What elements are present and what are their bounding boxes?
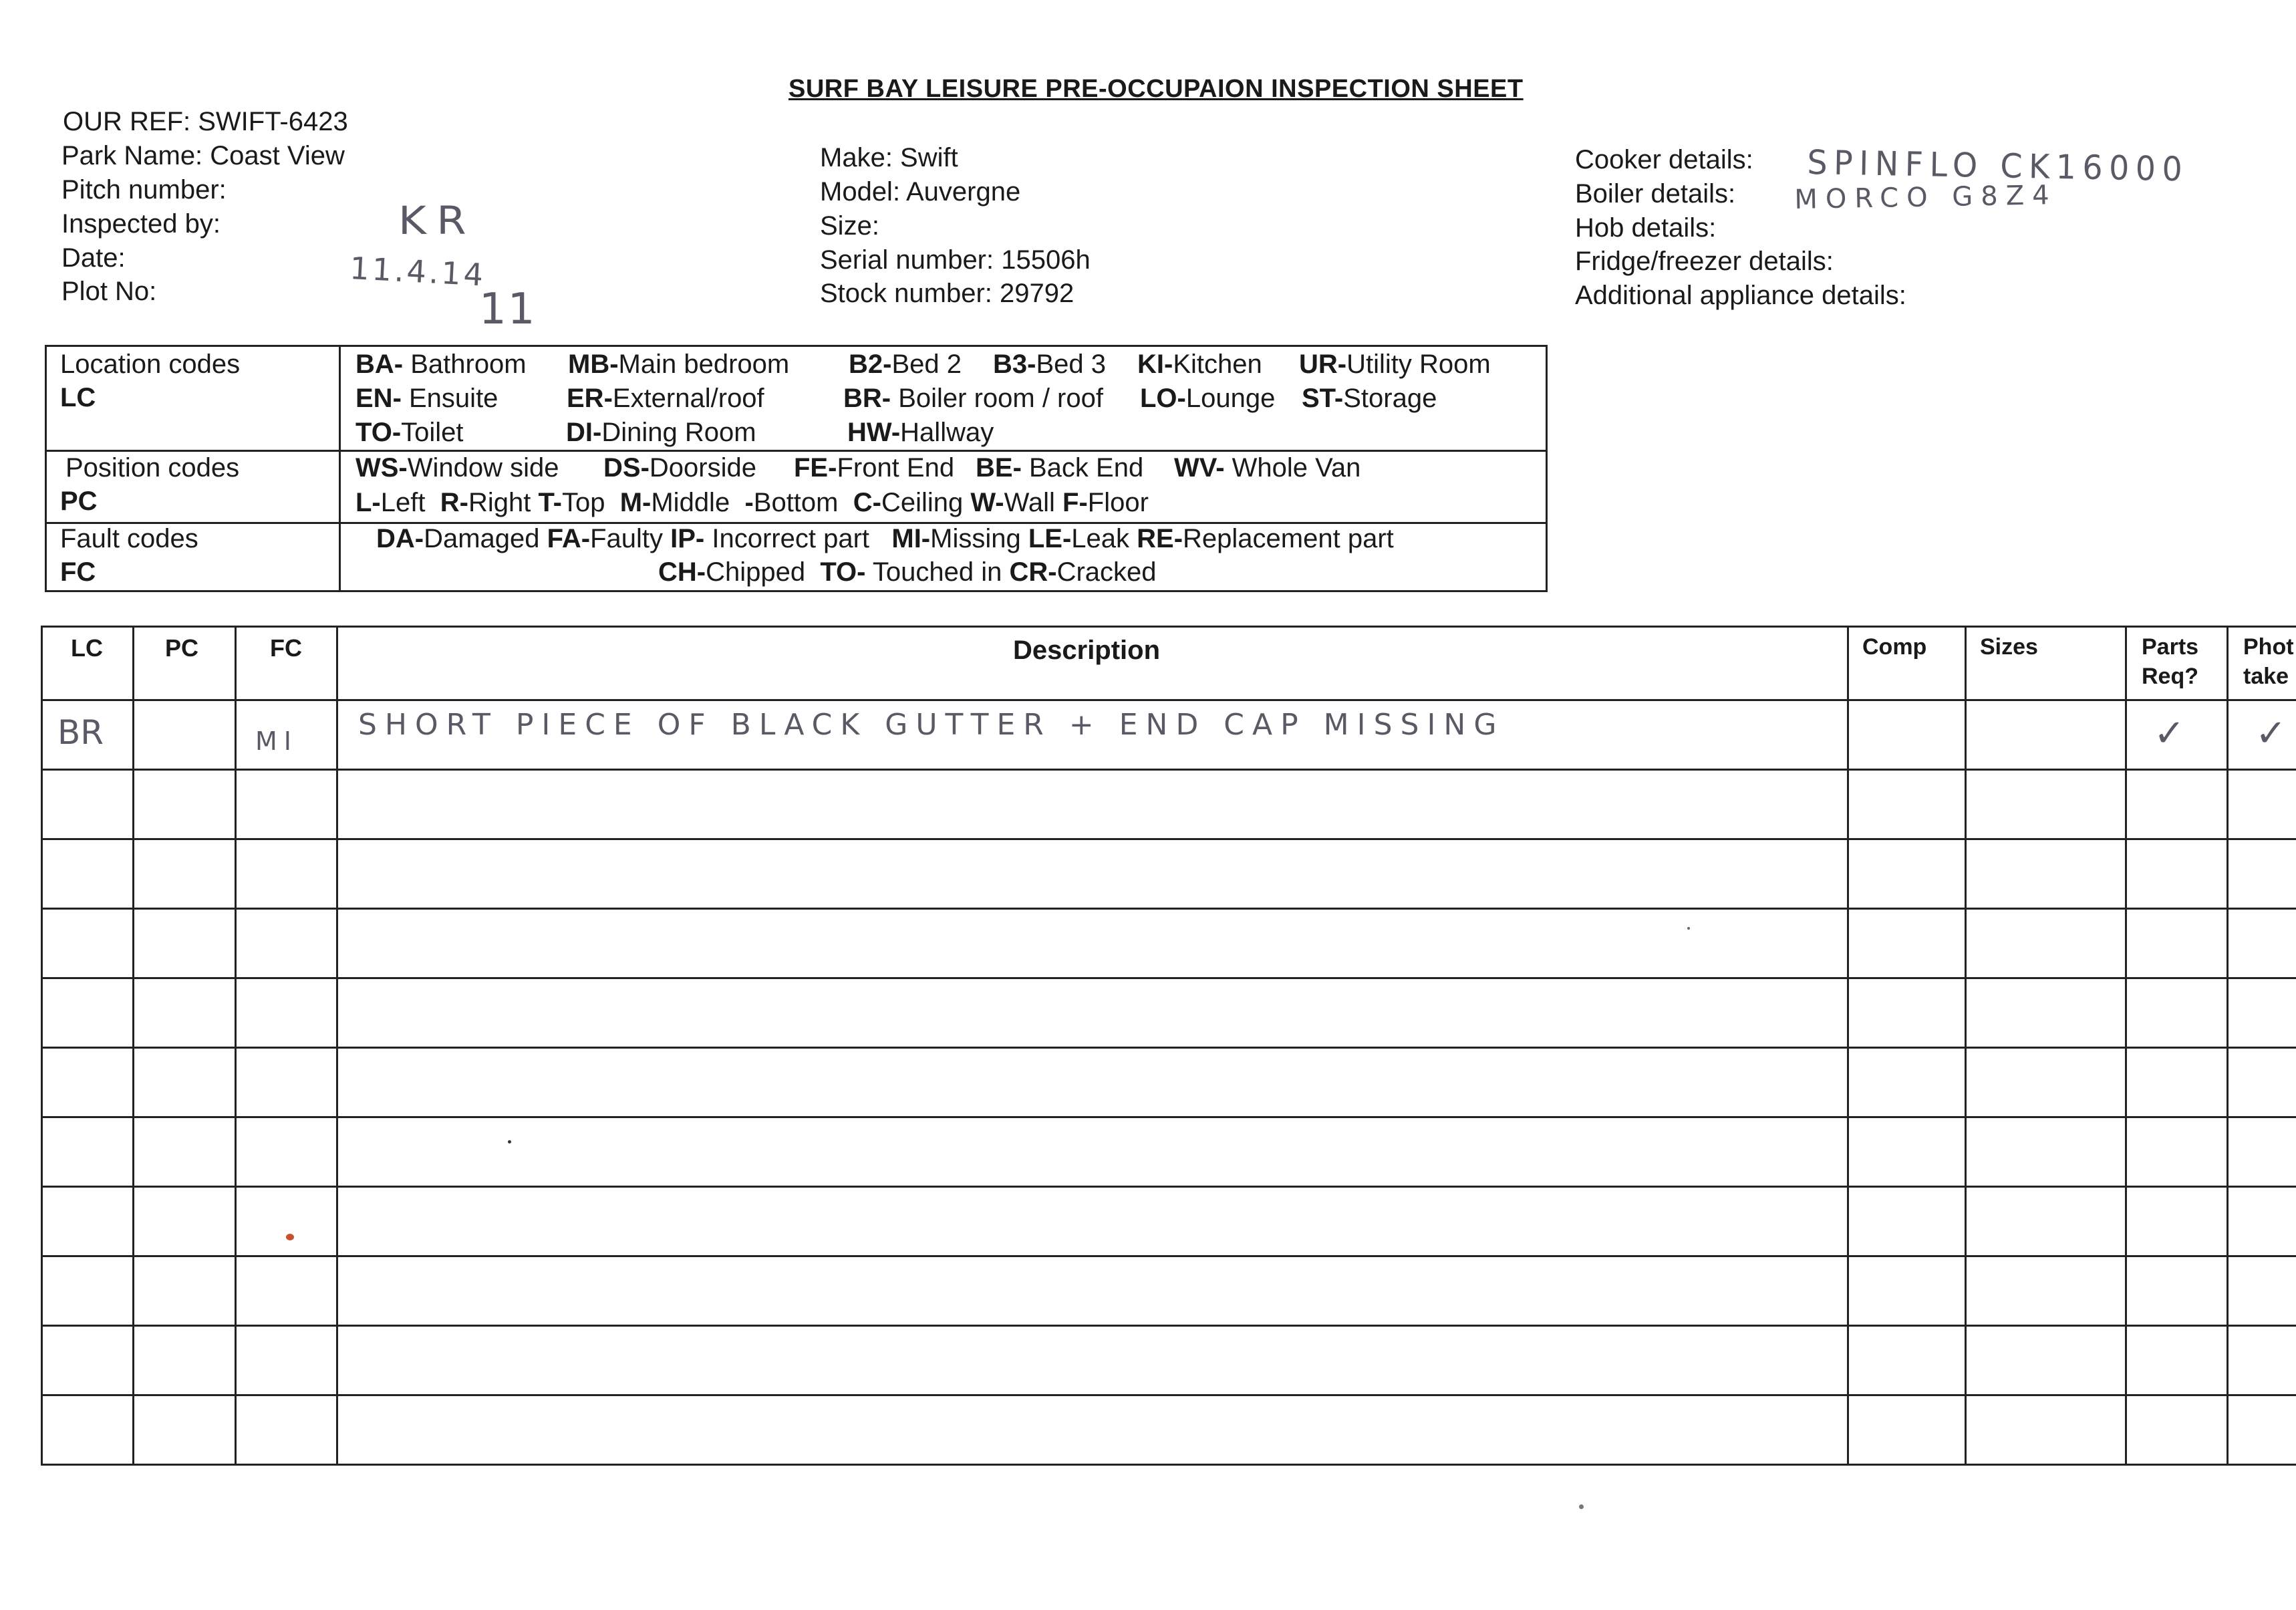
header-lc: LC: [43, 628, 134, 699]
cell-sizes: [1967, 1049, 2127, 1116]
cell-description: [338, 840, 1849, 908]
header-description: Description: [338, 628, 1849, 699]
fridge-details-label: Fridge/freezer details:: [1575, 247, 1834, 276]
cell-lc: [43, 771, 134, 838]
cell-sizes: [1967, 1118, 2127, 1186]
cell-pc: [134, 979, 237, 1047]
scan-speck: [286, 1234, 294, 1240]
inspection-table: [41, 626, 2296, 1466]
code-to: TO-Toilet: [355, 418, 464, 447]
table-row: [43, 979, 2296, 1049]
code-fe: FE-Front End: [794, 453, 955, 483]
cell-photo: [2229, 1396, 2296, 1464]
cell-comp: [1849, 701, 1967, 769]
handwritten-boiler: MORCO G8Z4: [1794, 180, 2057, 215]
cell-description: [338, 701, 1849, 769]
cell-fc: [237, 701, 338, 769]
code-ds: DS-Doorside: [603, 453, 756, 483]
table-row: [43, 1118, 2296, 1188]
table-row: [43, 1327, 2296, 1396]
cell-photo: [2229, 701, 2296, 769]
scan-speck: [1687, 927, 1690, 930]
position-codes-label: Position codes: [65, 453, 240, 483]
cell-fc: [237, 1118, 338, 1186]
position-second-line: L-Left R-Right T-Top M-Middle -Bottom C-Ceiling W-Wall F-Floor: [355, 488, 1149, 517]
cell-parts: [2127, 1118, 2229, 1186]
hob-details-label: Hob details:: [1575, 213, 1717, 243]
code-hw: HW-Hallway: [847, 418, 994, 447]
cell-comp: [1849, 1257, 1967, 1325]
code-be: BE- Back End: [976, 453, 1144, 483]
cooker-details-label: Cooker details:: [1575, 145, 1753, 174]
cell-description: [338, 1327, 1849, 1394]
additional-appliance-label: Additional appliance details:: [1575, 281, 1906, 310]
cell-description: [338, 1118, 1849, 1186]
code-ws: WS-Window side: [355, 453, 559, 483]
table-row: [43, 910, 2296, 979]
table-row: [43, 1257, 2296, 1327]
cell-pc: [134, 1118, 237, 1186]
code-ur: UR-Utility Room: [1299, 350, 1491, 379]
cell-sizes: [1967, 1396, 2127, 1464]
pitch-number-label: Pitch number:: [61, 175, 227, 205]
code-en: EN- Ensuite: [355, 384, 498, 413]
fault-second-line: CH-Chipped TO- Touched in CR-Cracked: [658, 557, 1157, 587]
cell-fc: [237, 1327, 338, 1394]
cell-description: [338, 1188, 1849, 1255]
code-ki: KI-Kitchen: [1137, 350, 1262, 379]
cell-description: [338, 979, 1849, 1047]
code-br: BR- Boiler room / roof: [843, 384, 1103, 413]
table-body: [43, 701, 2296, 1466]
cell-photo: [2229, 840, 2296, 908]
location-codes-row: [47, 347, 1546, 452]
table-row: [43, 1188, 2296, 1257]
cell-fc: [237, 1049, 338, 1116]
cell-photo: [2229, 910, 2296, 977]
cell-sizes: [1967, 979, 2127, 1047]
cell-fc: [237, 979, 338, 1047]
cell-sizes: [1967, 701, 2127, 769]
cell-lc: [43, 1118, 134, 1186]
cell-parts: [2127, 1396, 2229, 1464]
cell-fc: [237, 1188, 338, 1255]
table-row: [43, 701, 2296, 771]
cell-parts: [2127, 701, 2229, 769]
code-b2: B2-Bed 2: [849, 350, 962, 379]
fault-codes-abbr: FC: [60, 557, 96, 587]
fault-first-line: DA-Damaged FA-Faulty IP- Incorrect part MI-Missing LE-Leak RE-Replacement part: [376, 524, 1394, 553]
park-name: Park Name: Coast View: [61, 141, 345, 170]
handwritten-cooker: SPINFLO CK16000: [1807, 143, 2189, 189]
code-lo: LO-Lounge: [1140, 384, 1276, 413]
table-row: [43, 840, 2296, 910]
cell-pc: [134, 1327, 237, 1394]
code-ba: BA- Bathroom: [355, 350, 527, 379]
cell-description-value: SHORT PIECE OF BLACK GUTTER + END CAP MISSING: [358, 708, 1505, 742]
cell-lc: [43, 840, 134, 908]
cell-parts-value: ✓: [2154, 712, 2185, 755]
cell-sizes: [1967, 840, 2127, 908]
fault-codes-label: Fault codes: [60, 524, 198, 553]
cell-description: [338, 1049, 1849, 1116]
table-row: [43, 1049, 2296, 1118]
scan-speck: [1579, 1504, 1584, 1509]
cell-photo: [2229, 1118, 2296, 1186]
cell-lc: [43, 910, 134, 977]
code-di: DI-Dining Room: [566, 418, 756, 447]
plot-no-label: Plot No:: [61, 277, 157, 306]
code-er: ER-External/roof: [567, 384, 764, 413]
cell-sizes: [1967, 1257, 2127, 1325]
position-codes-row: [47, 452, 1546, 524]
serial-number: Serial number: 15506h: [820, 245, 1091, 275]
cell-parts: [2127, 840, 2229, 908]
cell-photo: [2229, 979, 2296, 1047]
cell-fc: [237, 1257, 338, 1325]
code-st: ST-Storage: [1302, 384, 1437, 413]
cell-comp: [1849, 1188, 1967, 1255]
handwritten-inspector: KR: [398, 198, 476, 243]
cell-comp: [1849, 1049, 1967, 1116]
cell-parts: [2127, 771, 2229, 838]
cell-lc-value: BR: [57, 713, 104, 752]
cell-parts: [2127, 1327, 2229, 1394]
stock-number: Stock number: 29792: [820, 279, 1074, 308]
scan-speck: [508, 1140, 511, 1144]
header-sizes: Sizes: [1967, 628, 2127, 699]
cell-lc: [43, 1327, 134, 1394]
header-fc: FC: [237, 628, 338, 699]
cell-sizes: [1967, 910, 2127, 977]
cell-fc: [237, 910, 338, 977]
handwritten-date: 11.4.14: [349, 250, 487, 293]
cell-photo: [2229, 1049, 2296, 1116]
cell-fc: [237, 1396, 338, 1464]
cell-description: [338, 1257, 1849, 1325]
cell-lc: [43, 1396, 134, 1464]
cell-comp: [1849, 840, 1967, 908]
make: Make: Swift: [820, 143, 958, 172]
size-label: Size:: [820, 211, 879, 241]
boiler-details-label: Boiler details:: [1575, 179, 1736, 209]
cell-pc: [134, 910, 237, 977]
fault-codes-row: [47, 524, 1546, 594]
handwritten-plot-no: 11: [479, 285, 537, 334]
cell-pc: [134, 840, 237, 908]
code-mb: MB-Main bedroom: [568, 350, 790, 379]
header-pc: PC: [134, 628, 237, 699]
cell-comp: [1849, 910, 1967, 977]
cell-comp: [1849, 1396, 1967, 1464]
cell-lc: [43, 1257, 134, 1325]
cell-pc: [134, 1257, 237, 1325]
cell-description: [338, 771, 1849, 838]
location-codes-label: Location codes: [60, 350, 241, 379]
cell-comp: [1849, 771, 1967, 838]
cell-parts: [2127, 1049, 2229, 1116]
cell-parts: [2127, 1257, 2229, 1325]
code-wv: WV- Whole Van: [1174, 453, 1361, 483]
cell-sizes: [1967, 1188, 2127, 1255]
cell-lc: [43, 1188, 134, 1255]
cell-pc: [134, 771, 237, 838]
header-comp: Comp: [1849, 628, 1967, 699]
cell-photo: [2229, 771, 2296, 838]
cell-parts: [2127, 1188, 2229, 1255]
cell-photo: [2229, 1257, 2296, 1325]
codes-legend: [45, 345, 1548, 592]
cell-fc: [237, 840, 338, 908]
cell-fc: [237, 771, 338, 838]
cell-comp: [1849, 1327, 1967, 1394]
cell-fc-value: MI: [255, 726, 298, 756]
cell-pc: [134, 1049, 237, 1116]
cell-pc: [134, 701, 237, 769]
date-label: Date:: [61, 243, 126, 273]
model: Model: Auvergne: [820, 177, 1021, 207]
cell-comp: [1849, 979, 1967, 1047]
our-ref: OUR REF: SWIFT-6423: [63, 107, 348, 136]
cell-sizes: [1967, 771, 2127, 838]
table-row: [43, 771, 2296, 840]
cell-sizes: [1967, 1327, 2127, 1394]
cell-pc: [134, 1188, 237, 1255]
cell-description: [338, 1396, 1849, 1464]
cell-photo-value: ✓: [2255, 712, 2287, 755]
inspected-by-label: Inspected by:: [61, 209, 221, 239]
cell-photo: [2229, 1327, 2296, 1394]
cell-pc: [134, 1396, 237, 1464]
cell-lc: [43, 701, 134, 769]
header-photo-taken: Phot take: [2243, 634, 2294, 689]
table-row: [43, 1396, 2296, 1466]
cell-lc: [43, 979, 134, 1047]
header-parts-req: Parts Req?: [2127, 628, 2229, 699]
cell-photo: [2229, 1188, 2296, 1255]
cell-parts: [2127, 979, 2229, 1047]
sheet-title: SURF BAY LEISURE PRE-OCCUPAION INSPECTION SHEET: [788, 75, 1524, 103]
table-header-row: [43, 628, 2296, 701]
position-codes-abbr: PC: [60, 487, 98, 516]
cell-lc: [43, 1049, 134, 1116]
code-b3: B3-Bed 3: [993, 350, 1106, 379]
cell-comp: [1849, 1118, 1967, 1186]
cell-parts: [2127, 910, 2229, 977]
location-codes-abbr: LC: [60, 383, 96, 412]
cell-description: [338, 910, 1849, 977]
